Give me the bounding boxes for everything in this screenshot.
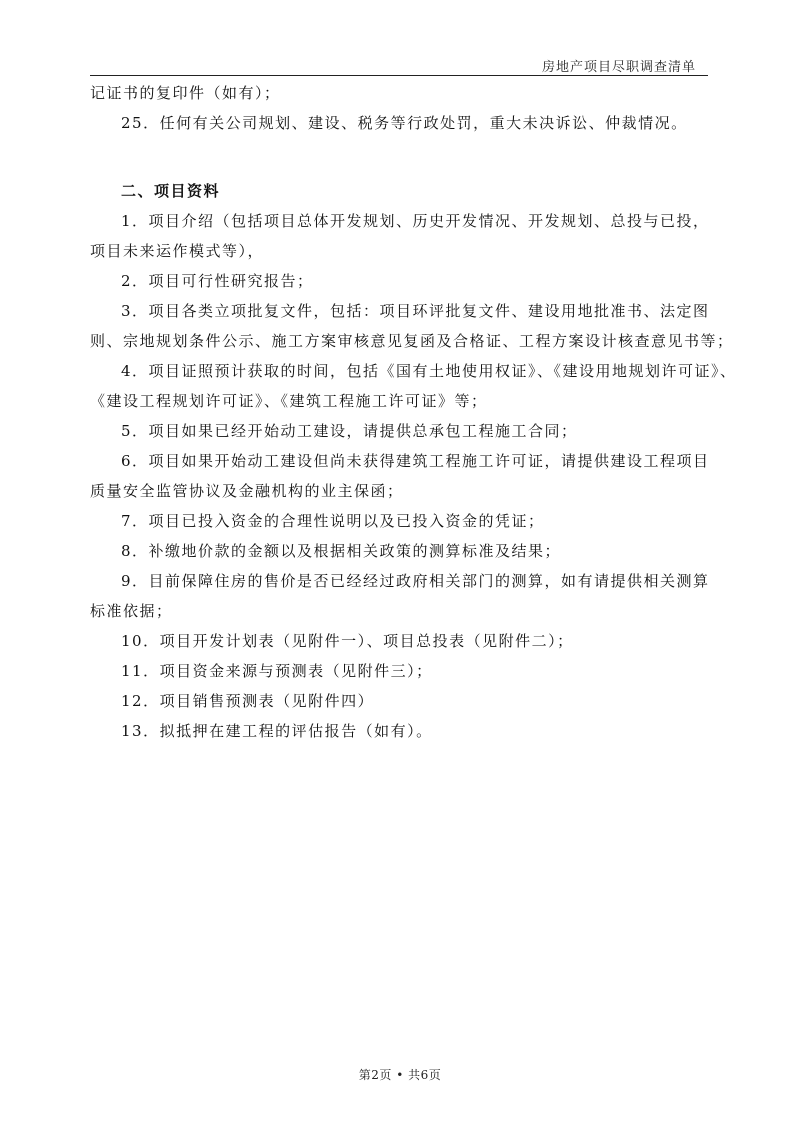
list-item-3-cont: 则、宗地规划条件公示、施工方案审核意见复函及合格证、工程方案设计核查意见书等； xyxy=(90,332,734,350)
list-item-11: 11．项目资金来源与预测表（见附件三）； xyxy=(121,662,433,680)
list-item-1: 1．项目介绍（包括项目总体开发规划、历史开发情况、开发规划、总投与已投， xyxy=(121,212,710,230)
header-divider xyxy=(90,75,708,76)
list-item-1-cont: 项目未来运作模式等）， xyxy=(90,242,265,260)
list-item-6-cont: 质量安全监管协议及金融机构的业主保函； xyxy=(90,482,404,500)
list-item-12: 12．项目销售预测表（见附件四） xyxy=(121,692,375,710)
list-item-4-cont: 《建设工程规划许可证》、《建筑工程施工许可证》等； xyxy=(90,392,488,410)
list-item-9: 9．目前保障住房的售价是否已经经过政府相关部门的测算，如有请提供相关测算 xyxy=(121,572,710,590)
list-item-5: 5．项目如果已经开始动工建设，请提供总承包工程施工合同； xyxy=(121,422,578,440)
list-item-3: 3．项目各类立项批复文件，包括：项目环评批复文件、建设用地批准书、法定图 xyxy=(121,302,710,320)
list-item-2: 2．项目可行性研究报告； xyxy=(121,272,314,290)
page-number: 第2页 • 共6页 xyxy=(358,1068,442,1082)
list-item-7: 7．项目已投入资金的合理性说明以及已投入资金的凭证； xyxy=(121,512,545,530)
running-header: 房地产项目尽职调查清单 xyxy=(541,60,696,75)
document-body xyxy=(90,78,737,746)
list-item-25: 25．任何有关公司规划、建设、税务等行政处罚，重大未决诉讼、仲裁情况。 xyxy=(121,114,688,132)
list-item-4: 4．项目证照预计获取的时间，包括《国有土地使用权证》、《建设用地规划许可证》、 xyxy=(121,362,737,380)
list-item-10: 10．项目开发计划表（见附件一）、项目总投表（见附件二）； xyxy=(121,632,574,650)
section-gap xyxy=(90,138,708,176)
list-item-9-cont: 标准依据； xyxy=(90,602,173,620)
list-item-6: 6．项目如果开始动工建设但尚未获得建筑工程施工许可证，请提供建设工程项目 xyxy=(121,452,710,470)
continuation-line: 记证书的复印件（如有）； xyxy=(90,84,281,102)
section-heading: 二、项目资料 xyxy=(121,182,221,200)
list-item-13: 13．拟抵押在建工程的评估报告（如有）。 xyxy=(121,722,433,740)
list-item-8: 8．补缴地价款的金额以及根据相关政策的测算标准及结果； xyxy=(121,542,562,560)
